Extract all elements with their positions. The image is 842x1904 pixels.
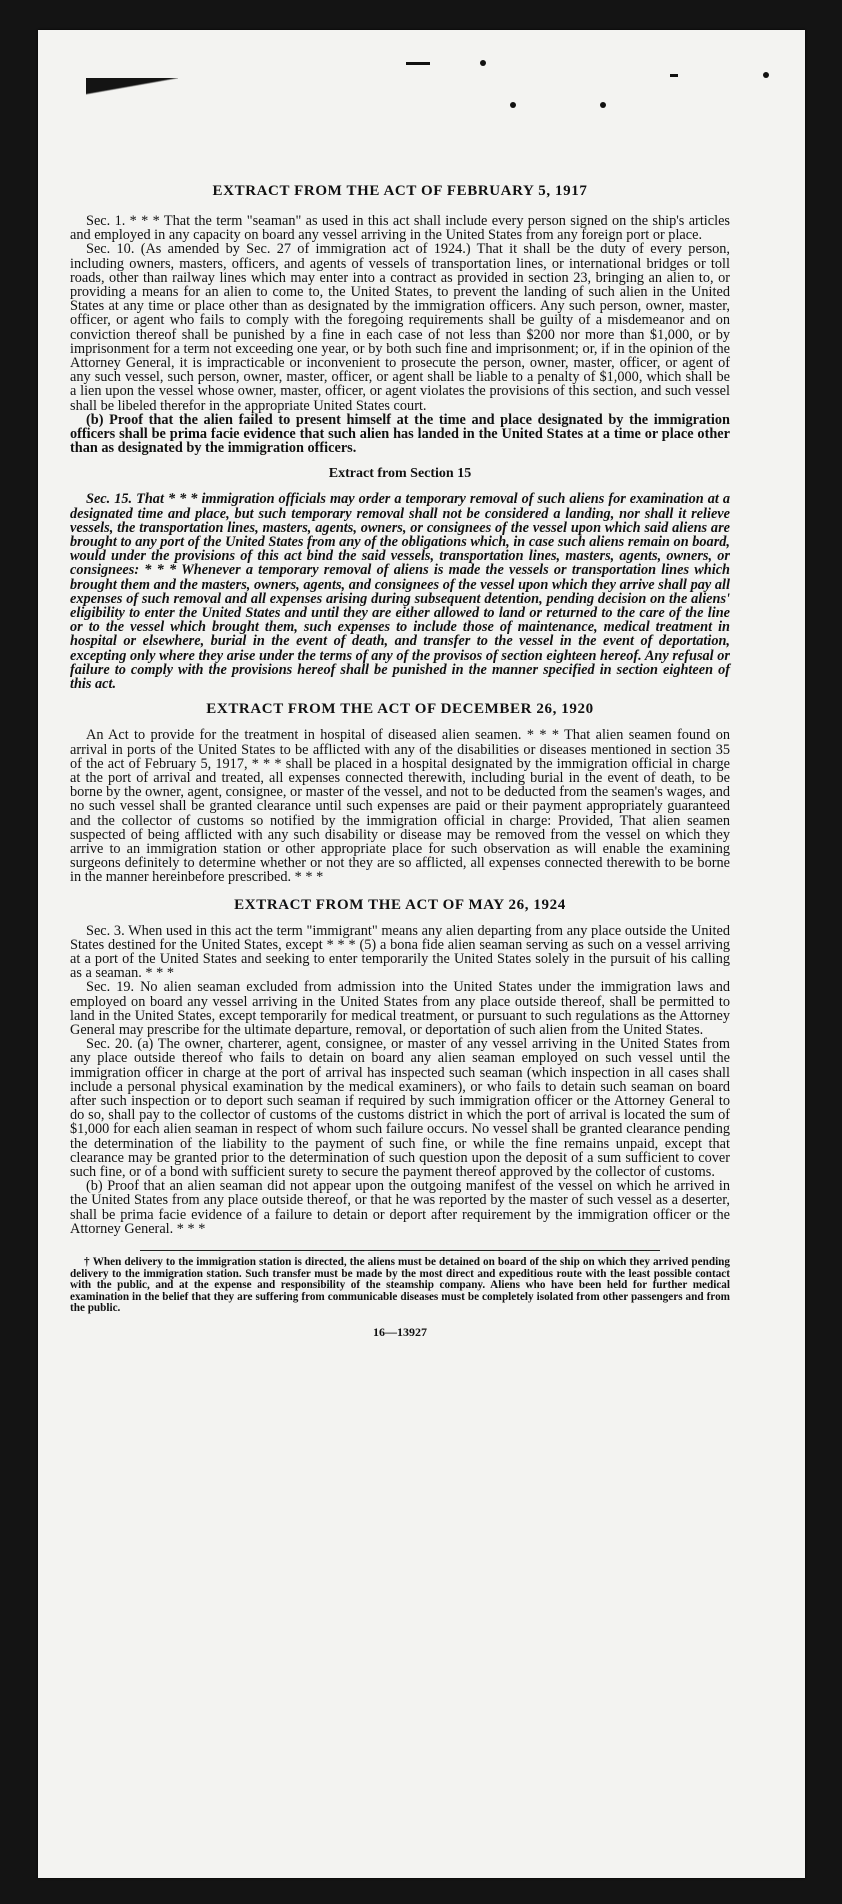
scan-mark — [600, 102, 606, 108]
sec-19-paragraph: Sec. 19. No alien seaman excluded from admission into the United States under the immigration laws and employed on board any vessel arriving in the United States from any place outside thereof, shall be permitted to land in the United States, except temporarily for medical treatment, or pursuant to such regulations as the Attorney General may prescribe for the ultimate departure, removal, or deportation of such alien from the United States. — [70, 979, 730, 1038]
act-1924-heading: EXTRACT FROM THE ACT OF MAY 26, 1924 — [234, 896, 566, 913]
sec-3-paragraph: Sec. 3. When used in this act the term "immigrant" means any alien departing from any place outside the United States destined for the United States, except * * * (5) a bona fide alien seaman serving as such on a vessel arriving at a port of the United States and seeking to enter temporarily the United States solely in the pursuit of his calling as a seaman. * * * — [70, 922, 730, 982]
sec-20-b-paragraph: (b) Proof that an alien seaman did not appear upon the outgoing manifest of the vessel on which he arrived in the United States from any place outside thereof, or that he was reported by the master of such vessel as a deserter, shall be prima facie evidence of a failure to detain or deport after requirement by the immigration officer or the Attorney General. * * * — [70, 1178, 730, 1237]
scan-mark — [510, 102, 516, 108]
scan-mark — [480, 60, 486, 66]
sec-10-b-paragraph: (b) Proof that the alien failed to present himself at the time and place designated by the immigration officers shall be prima facie evidence that such alien has landed in the United States at a time or place other than as designated by the immigration officers. — [70, 411, 730, 457]
scan-mark — [406, 62, 430, 65]
scan-mark — [763, 72, 769, 78]
sec-10-paragraph: Sec. 10. (As amended by Sec. 27 of immigration act of 1924.) That it shall be the duty of every person, including owners, masters, officers, and agents of vessels of transportation lines, or international bridges or toll roads, other than railway lines which may enter into a contract as provided in section 23, bringing an alien to, or providing a means for an alien to come to, the United States, to prevent the landing of such alien in the United States at any time or place other than as designated by the immigration officers. Any such person, owner, master, officer, or agent who fails to comply with the foregoing requirements shall be guilty of a misdemeanor and on conviction thereof shall be punished by a fine in each case of not less than $200 nor more than $1,000, or by imprisonment for a term not exceeding one year, or by both such fine and imprisonment; or, if in the opinion of the Attorney General, it is impracticable or inconvenient to prosecute the person, owner, master, officer, or agent of any such vessel, such person, owner, master, officer, or agent shall be liable to a penalty of $1,000, which shall be a lien upon the vessel whose owner, master, officer, or agent violates the provisions of this section, and such vessel shall be libeled therefor in the appropriate United States court. — [70, 241, 730, 414]
sec-20-a-paragraph: Sec. 20. (a) The owner, charterer, agent, consignee, or master of any vessel arriving in the United States from any place outside thereof who fails to detain on board any alien seaman employed on such vessel until the immigration officer in charge at the port of arrival has inspected such seaman (which inspection in all cases shall include a personal physical examination by the medical examiners), or who fails to detain such seaman on board after such inspection or to deport such seaman if required by such immigration officer or the Attorney General to do so, shall pay to the collector of customs of the customs district in which the port of arrival is located the sum of $1,000 for each alien seaman in respect of whom such failure occurs. No vessel shall be granted clearance pending the determination of the liability to the payment of such fine, or while the fine remains unpaid, except that clearance may be granted prior to the determination of such question upon the deposit of a sum sufficient to cover such fine, or of a bond with sufficient surety to secure the payment thereof approved by the collector of customs. — [70, 1036, 730, 1180]
document-body — [70, 183, 730, 1340]
section-15-heading: Extract from Section 15 — [328, 466, 472, 482]
scan-mark — [670, 74, 678, 77]
torn-corner — [86, 78, 178, 96]
sec-15-paragraph: Sec. 15. That * * * immigration officials may order a temporary removal of such aliens for examination at a designated time and place, but such temporary removal shall not be considered a landing, nor shall it relieve vessels, the transportation lines, masters, agents, owners, or consignees of the vessel upon which said aliens are brought to any port of the United States from any of the obligations which, in case such aliens remain on board, would under the provisions of this act bind the said vessels, transportation lines, masters, agents, owners, or consignees: * * * Whenever a temporary removal of aliens is made the vessels or transportation lines which brought them and the masters, owners, agents, and consignees of the vessel upon which they arrive shall pay all expenses of such removal and all expenses arising during subsequent detention, pending decision on the aliens' eligibility to enter the United States and until they are either allowed to land or returned to the care of the line or to the vessel which brought them, such expenses to include those of maintenance, medical treatment in hospital or elsewhere, burial in the event of death, and transfer to the vessel in the event of deportation, excepting only where they arise under the terms of any of the provisos of section eighteen hereof. Any refusal or failure to comply with the provisions hereof shall be punished in the manner specified in section eighteen of this act. — [70, 491, 730, 693]
act-1917-heading: EXTRACT FROM THE ACT OF FEBRUARY 5, 1917 — [212, 183, 588, 199]
footnote-text: † When delivery to the immigration station is directed, the aliens must be detained on board of the ship on which they arrived pending delivery to the immigration station. Such transfer must be made by the most direct and expeditious route with the least possible contact with the public, and at the expense and responsibility of the steamship company. Aliens who have been held for further medical examination in the belief that they are suffering from communicable diseases must be completely isolated from other passengers and from the public. — [70, 1256, 730, 1315]
act-1920-paragraph: An Act to provide for the treatment in hospital of diseased alien seamen. * * * That alien seamen found on arrival in ports of the United States to be afflicted with any of the disabilities or diseases mentioned in section 35 of the act of February 5, 1917, * * * shall be placed in a hospital designated by the immigration official in charge at the port of arrival and treated, all expenses connected therewith, including burial in the event of death, to be borne by the owner, agent, consignee, or master of the vessel, and not to be deducted from the seamen's wages, and no such vessel shall be granted clearance until such expenses are paid or their payment appropriately guaranteed and the collector of customs so notified by the immigration official in charge: Provided, That alien seamen suspected of being afflicted with any such disability or disease may be removed from the vessel on which they arrive to an immigration station or other appropriate place for such observation as will enable the examining surgeons definitely to determine whether or not they are so afflicted, all expenses connected therewith to be borne in the manner hereinbefore prescribed. * * * — [70, 727, 730, 886]
sec-1-paragraph: Sec. 1. * * * That the term "seaman" as used in this act shall include every person signed on the ship's articles and employed in any capacity on board any vessel arriving in the United States from any foreign port or place. — [70, 213, 730, 244]
form-code: 16—13927 — [373, 1324, 427, 1339]
act-1920-heading: EXTRACT FROM THE ACT OF DECEMBER 26, 1920 — [206, 701, 594, 718]
